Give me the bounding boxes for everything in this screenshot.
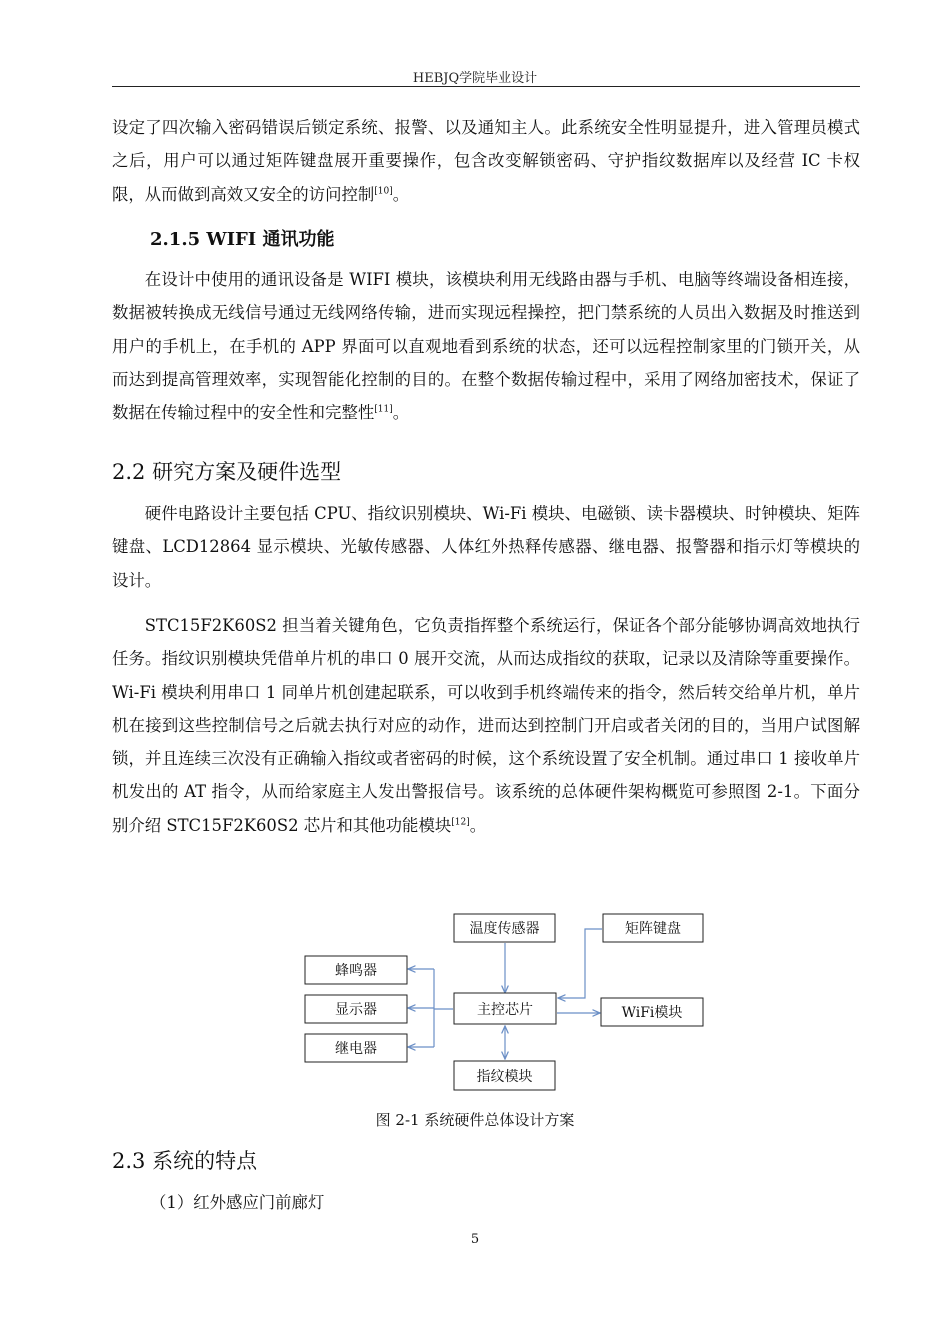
citation-11: [11] [374,404,393,415]
citation-10: [10] [374,186,393,197]
label-display: 显示器 [335,1002,377,1018]
label-mcu: 主控芯片 [477,1002,533,1018]
paragraph-1: 设定了四次输入密码错误后锁定系统、报警、以及通知主人。此系统安全性明显提升，进入管理员模式之后，用户可以通过矩阵键盘展开重要操作，包含改变解锁密码、守护指纹数据库以及经营 IC 卡权限，从而做到高效又安全的访问控制[10]。 [112,118,860,204]
label-keypad: 矩阵键盘 [625,921,681,937]
section-2-1-5-heading: 2.1.5 WIFI 通讯功能 [150,229,335,250]
figure-caption: 图 2-1 系统硬件总体设计方案 [375,1111,575,1129]
label-wifi: WiFi模块 [621,1005,683,1021]
label-buzzer: 蜂鸣器 [335,963,377,979]
page-header: HEBJQ学院毕业设计 [412,71,538,86]
paragraph-4: STC15F2K60S2 担当着关键角色，它负责指挥整个系统运行，保证各个部分能够协调高效地执行任务。指纹识别模块凭借单片机的串口 0 展开交流，从而达成指纹的获取，记录以及清除等重要操作。Wi-Fi 模块利用串口 1 同单片机创建起联系，可以收到手机终端传来的指令，然后转交给单片机，单片机在接到这些控制信号之后就去执行对应的动作，进而达到控制门开启或者关闭的目的，当用户试图解锁，并且连续三次没有正确输入指纹或者密码的时候，这个系统设置了安全机制。通过串口 1 接收单片机发出的 AT 指令，从而给家庭主人发出警报信号。该系统的总体硬件架构概览可参照图 2-1。下面分别介绍 STC15F2K60S2 芯片和其他功能模块[12]。 [112,616,860,835]
section-2-3-heading: 2.3 系统的特点 [112,1149,258,1173]
paragraph-3: 硬件电路设计主要包括 CPU、指纹识别模块、Wi-Fi 模块、电磁锁、读卡器模块、时钟模块、矩阵键盘、LCD12864 显示模块、光敏传感器、人体红外热释传感器、继电器、报警器和指示灯等模块的设计。 [112,504,860,590]
label-fingerprint: 指纹模块 [476,1069,533,1085]
paragraph-2: 在设计中使用的通讯设备是 WIFI 模块，该模块利用无线路由器与手机、电脑等终端设备相连接，数据被转换成无线信号通过无线网络传输，进而实现远程操控，把门禁系统的人员出入数据及时推送到用户的手机上，在手机的 APP 界面可以直观地看到系统的状态，还可以远程控制家里的门锁开关，从而达到提高管理效率，实现智能化控制的目的。在整个数据传输过程中，采用了网络加密技术，保证了数据在传输过程中的安全性和完整性[11]。 [112,270,860,423]
arrow-keypad-to-mcu [558,929,602,998]
citation-12: [12] [451,817,470,828]
page-number: 5 [470,1232,480,1247]
label-relay: 继电器 [335,1041,377,1057]
section-2-2-heading: 2.2 研究方案及硬件选型 [112,460,342,484]
label-temp-sensor: 温度传感器 [469,921,540,937]
list-item-1: （1）红外感应门前廊灯 [150,1193,325,1212]
